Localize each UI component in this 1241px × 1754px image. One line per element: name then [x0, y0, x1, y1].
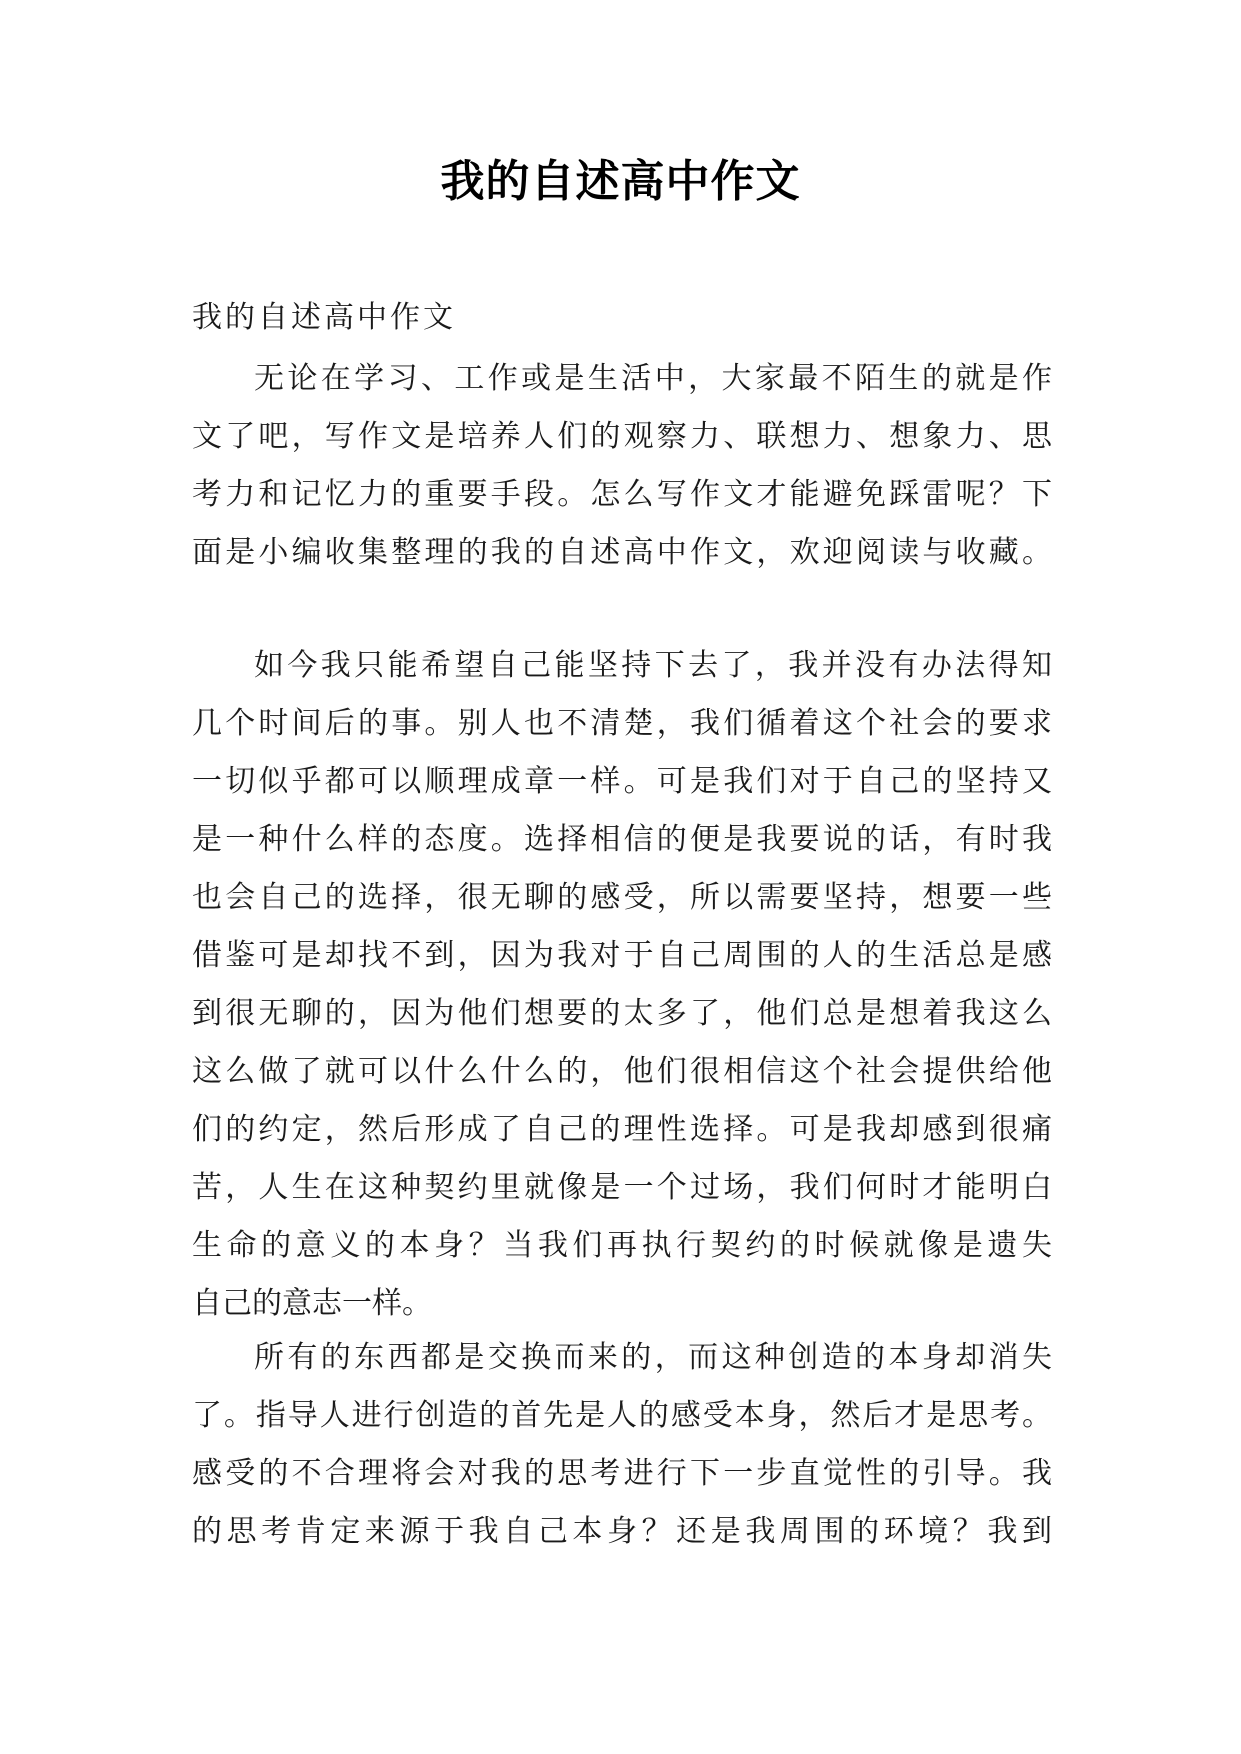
paragraph-body-2 [192, 1329, 1052, 1561]
paragraph-line: 几个时间后的事。别人也不清楚，我们循着这个社会的要求 [192, 706, 1052, 741]
paragraph-line: 无论在学习、工作或是生活中，大家最不陌生的就是作 [254, 361, 1052, 396]
paragraph-line: 这么做了就可以什么什么的，他们很相信这个社会提供给他 [192, 1054, 1052, 1089]
paragraph-line: 也会自己的选择，很无聊的感受，所以需要坚持，想要一些 [192, 880, 1052, 915]
paragraph-line: 感受的不合理将会对我的思考进行下一步直觉性的引导。我 [192, 1456, 1052, 1491]
paragraph-intro [192, 350, 1052, 582]
paragraph-line: 考力和记忆力的重要手段。怎么写作文才能避免踩雷呢？下 [192, 477, 1052, 512]
paragraph-line: 所有的东西都是交换而来的，而这种创造的本身却消失 [254, 1340, 1052, 1375]
paragraph-line: 借鉴可是却找不到，因为我对于自己周围的人的生活总是感 [192, 938, 1052, 973]
document-title: 我的自述高中作文 [440, 156, 801, 207]
paragraph-line: 了。指导人进行创造的首先是人的感受本身，然后才是思考。 [192, 1398, 1052, 1433]
paragraph-line: 到很无聊的，因为他们想要的太多了，他们总是想着我这么 [192, 996, 1052, 1031]
paragraph-line: 文了吧，写作文是培养人们的观察力、联想力、想象力、思 [192, 419, 1052, 454]
document-subtitle: 我的自述高中作文 [192, 300, 456, 335]
paragraph-body-1 [192, 637, 1052, 1333]
paragraph-line: 面是小编收集整理的我的自述高中作文，欢迎阅读与收藏。 [192, 535, 1052, 570]
paragraph-line: 们的约定，然后形成了自己的理性选择。可是我却感到很痛 [192, 1112, 1052, 1147]
paragraph-line: 一切似乎都可以顺理成章一样。可是我们对于自己的坚持又 [192, 764, 1052, 799]
paragraph-line: 生命的意义的本身？当我们再执行契约的时候就像是遗失 [192, 1228, 1052, 1263]
paragraph-line: 的思考肯定来源于我自己本身？还是我周围的环境？我到 [192, 1514, 1052, 1549]
paragraph-line: 苦，人生在这种契约里就像是一个过场，我们何时才能明白 [192, 1170, 1052, 1205]
paragraph-line: 自己的意志一样。 [192, 1286, 432, 1321]
paragraph-line: 如今我只能希望自己能坚持下去了，我并没有办法得知 [254, 648, 1052, 683]
paragraph-line: 是一种什么样的态度。选择相信的便是我要说的话，有时我 [192, 822, 1052, 857]
